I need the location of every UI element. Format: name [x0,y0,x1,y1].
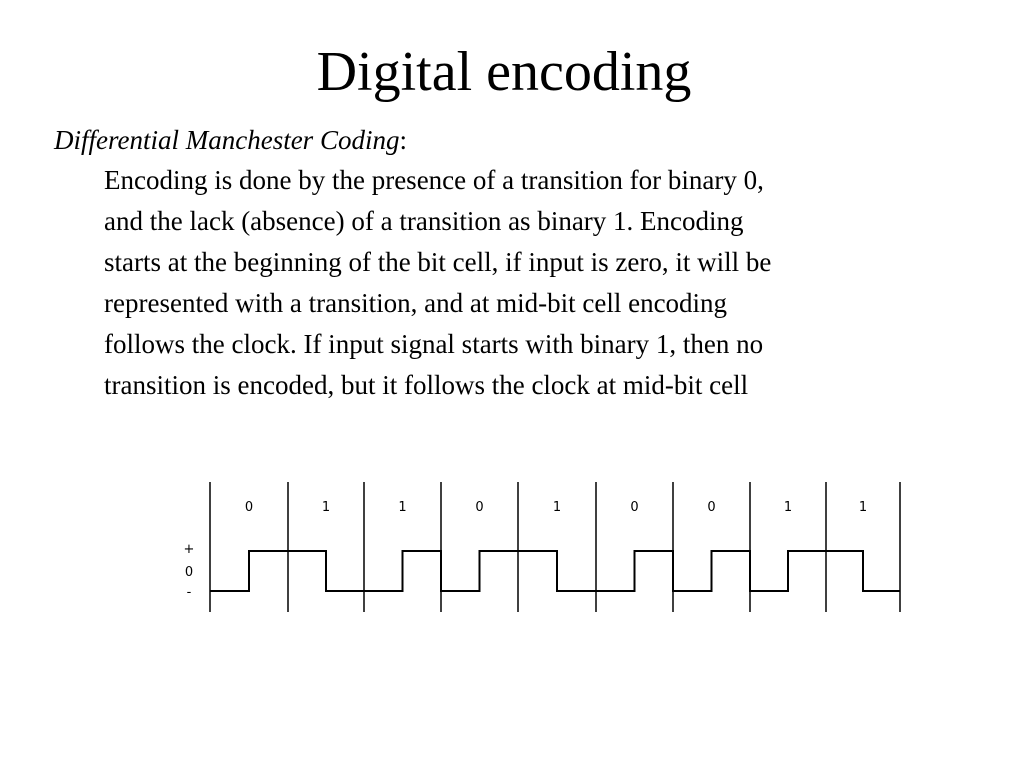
bit-label: 1 [552,500,562,515]
bit-label: 0 [707,500,716,515]
body-line: transition is encoded, but it follows the clock at mid-bit cell [104,370,749,400]
level-label: - [186,585,192,600]
body-line: follows the clock. If input signal starts with binary 1, then no [104,329,764,359]
bit-label: 0 [630,500,639,515]
heading-colon: : [399,125,407,155]
body-line: starts at the beginning of the bit cell, if input is zero, it will be [104,247,772,277]
body-line: represented with a transition, and at mid-bit cell encoding [104,288,728,318]
bit-label: 1 [398,500,407,515]
bit-label: 1 [321,500,331,515]
signal-waveform [210,551,900,591]
heading-term: Differential Manchester Coding [54,125,400,155]
bit-label: 0 [475,500,484,515]
level-label: 0 [184,565,194,580]
level-label: + [183,542,195,557]
bit-label: 0 [244,500,254,515]
body-line: and the lack (absence) of a transition as binary 1. Encoding [104,206,744,236]
bit-label: 1 [783,500,793,515]
slide-title: Digital encoding [316,41,692,103]
body-line: Encoding is done by the presence of a transition for binary 0, [104,165,764,195]
bit-label: 1 [858,500,868,515]
